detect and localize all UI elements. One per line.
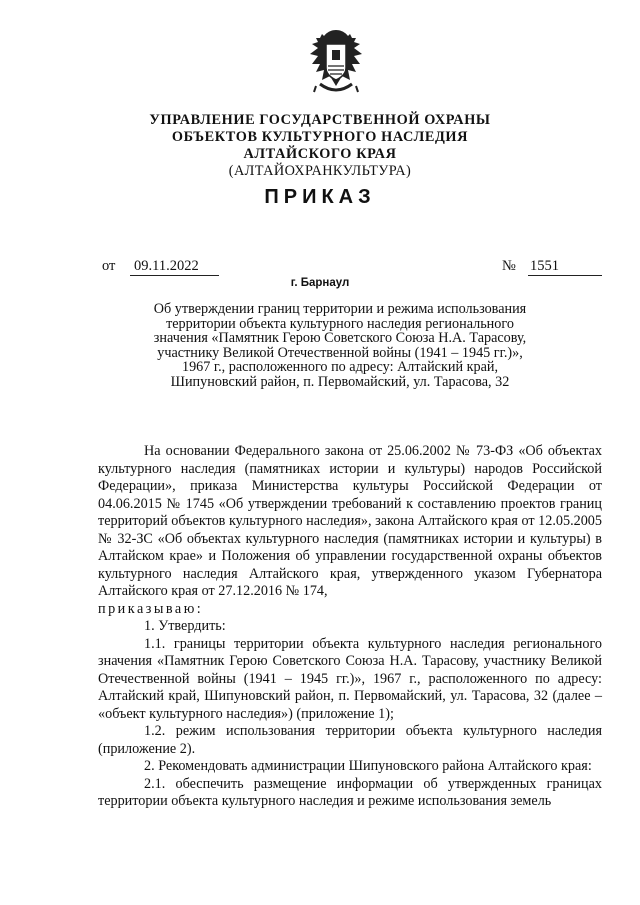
clause-1-2: 1.2. режим использования территории объекта культурного наследия (приложение 2). bbox=[98, 723, 602, 757]
date-label: от bbox=[102, 258, 116, 274]
clause-2: 2. Рекомендовать администрации Шипуновского района Алтайского края: bbox=[144, 758, 592, 774]
number-label: № bbox=[502, 258, 516, 274]
subject-line: Шипуновский район, п. Первомайский, ул. Тарасова, 32 bbox=[170, 373, 510, 390]
document-date: 09.11.2022 bbox=[130, 258, 219, 276]
order-word: приказываю: bbox=[98, 600, 204, 617]
document-subject bbox=[140, 302, 540, 389]
subject-line: значения «Памятник Герою Советского Союза Н.А. Тарасову, bbox=[153, 330, 527, 346]
agency-name-line-2: ОБЪЕКТОВ КУЛЬТУРНОГО НАСЛЕДИЯ bbox=[171, 129, 469, 145]
subject-line: участнику Великой Отечественной войны (1941 – 1945 гг.)», bbox=[157, 344, 523, 361]
document-body bbox=[98, 443, 602, 811]
agency-abbreviation: (АЛТАЙОХРАНКУЛЬТУРА) bbox=[228, 163, 412, 179]
coat-of-arms-emblem bbox=[306, 28, 366, 98]
agency-name-line-3: АЛТАЙСКОГО КРАЯ bbox=[243, 146, 397, 162]
clause-1-1: 1.1. границы территории объекта культурного наследия регионального значения «Памятник Герою Советского Союза Н.А. Тарасову, участнику Великой Отечественной войны (1941 – 1945 гг.)», 1967 г., расположенного по адресу: Алтайский край, Шипуновский район, п. Первомайский, ул. Тарасова, 32 (далее – «объект культурного наследия») (приложение 1); bbox=[98, 635, 602, 722]
document-title: ПРИКАЗ bbox=[264, 186, 376, 208]
clause-2-1: 2.1. обеспечить размещение информации об утвержденных границах территории объекта культурного наследия и режиме использования земель bbox=[98, 775, 602, 809]
preamble-paragraph: На основании Федерального закона от 25.06.2002 № 73-ФЗ «Об объектах культурного наследия (памятниках истории и культуры) народов Российской Федерации», приказа Министерства культуры Российской Федерации от 04.06.2015 № 1745 «Об утверждении требований к составлению проектов границ территорий объектов культурного наследия», закона Алтайского края от 12.05.2005 № 32-ЗС «Об объектах культурного наследия (памятниках истории и культуры) в Алтайском крае» и Положения об управлении государственной охраны объектов культурного наследия Алтайского края, утвержденного указом Губернатора Алтайского края от 27.12.2016 № 174, bbox=[98, 443, 602, 599]
document-number: 1551 bbox=[528, 258, 602, 276]
subject-line: 1967 г., расположенного по адресу: Алтайский край, bbox=[181, 359, 499, 375]
subject-line: Об утверждении границ территории и режима использования bbox=[153, 301, 527, 317]
city: г. Барнаул bbox=[290, 277, 350, 289]
subject-line: территории объекта культурного наследия регионального bbox=[166, 315, 514, 332]
clause-1: 1. Утвердить: bbox=[144, 618, 226, 634]
agency-name-line-1: УПРАВЛЕНИЕ ГОСУДАРСТВЕННОЙ ОХРАНЫ bbox=[149, 112, 491, 128]
